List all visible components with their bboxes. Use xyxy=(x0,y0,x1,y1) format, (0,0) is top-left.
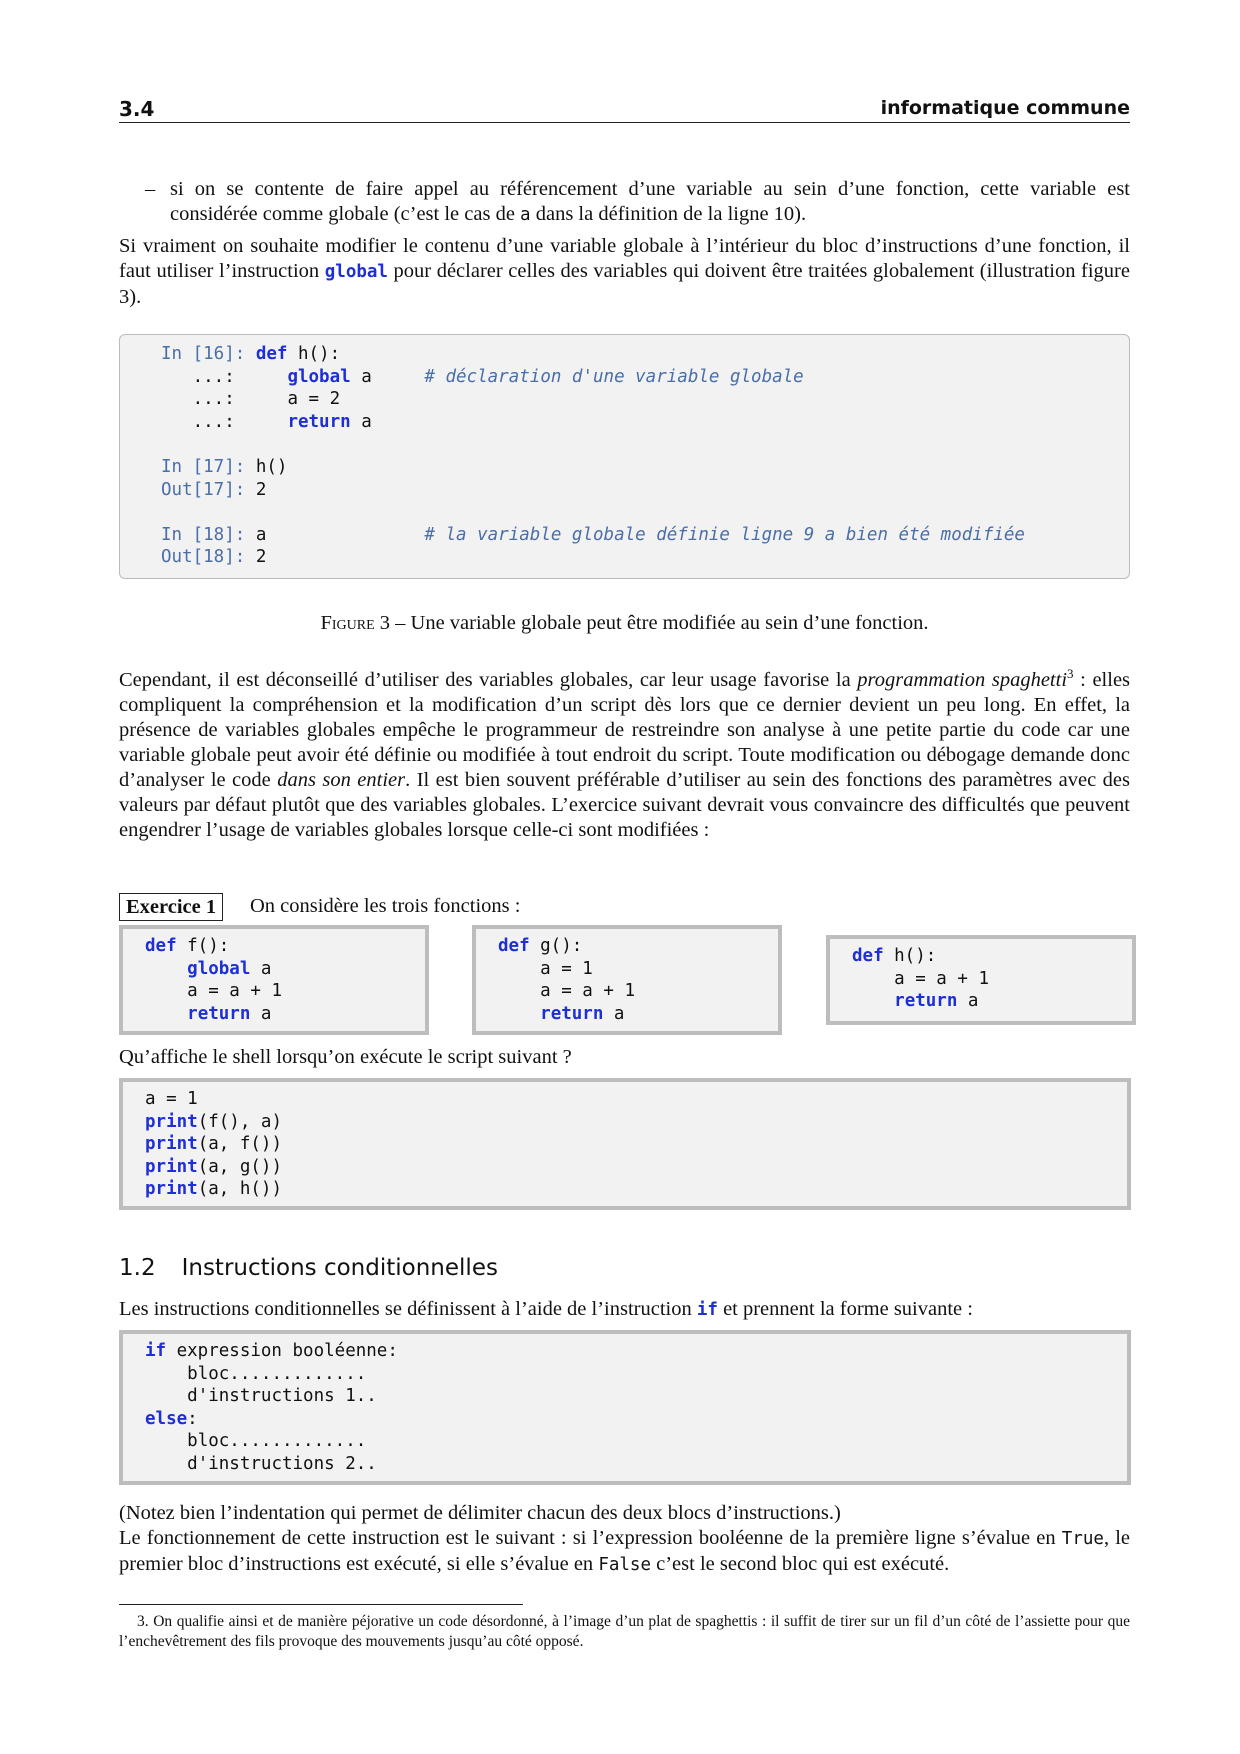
code-line: if expression booléenne: xyxy=(145,1341,398,1361)
code-comment: # la variable globale définie ligne 9 a bien été modifiée xyxy=(424,524,1025,545)
code-line: global a xyxy=(187,958,272,979)
code-line: a = a + 1 xyxy=(894,968,989,989)
exercise-question: Qu’affiche le shell lorsqu’on exécute le script suivant ? xyxy=(119,1046,572,1068)
code-block-h xyxy=(826,935,1136,1025)
code-line: In [18]: a # la variable globale définie ligne 9 a bien été modifiée xyxy=(161,524,1025,545)
bullet-line-1: si on se contente de faire appel au référencement d’une variable au sein d’une fonction, cette variable est xyxy=(170,178,1130,200)
section-heading xyxy=(119,1255,498,1281)
code-line: a = 1 xyxy=(540,958,593,979)
header-title: informatique commune xyxy=(880,97,1130,119)
inline-code-if: if xyxy=(696,1300,718,1320)
code-block-g xyxy=(472,925,782,1035)
code-line: In [17]: h() xyxy=(161,456,288,477)
code-line: bloc............. xyxy=(187,1363,367,1384)
emphasis-dans-son-entier: dans son entier xyxy=(277,768,406,791)
code-line: print(a, h()) xyxy=(145,1179,282,1200)
figure-label: Figure xyxy=(320,612,375,634)
code-line: In [16]: def h(): xyxy=(161,344,341,364)
footnote xyxy=(119,1612,1130,1652)
emphasis-programmation-spaghetti: programmation spaghetti xyxy=(857,668,1068,691)
code-line: d'instructions 2.. xyxy=(187,1453,377,1474)
code-line-blank xyxy=(161,501,1025,524)
code-block-script xyxy=(119,1078,1131,1210)
code-line: ...: return a xyxy=(161,411,372,432)
footnote-number: 3. xyxy=(137,1613,149,1630)
code-line: bloc............. xyxy=(187,1431,367,1452)
inline-code-a: a xyxy=(520,205,531,225)
inline-code-true: True xyxy=(1061,1529,1104,1549)
figure3-code-block xyxy=(119,334,1130,579)
code-line: def g(): xyxy=(498,936,583,956)
exercise-label: Exercice 1 xyxy=(119,893,223,921)
inline-code-global: global xyxy=(324,262,388,282)
header-section-number: 3.4 xyxy=(119,97,155,121)
code-line: return a xyxy=(187,1003,272,1024)
inline-code-false: False xyxy=(598,1555,651,1575)
header-rule xyxy=(119,122,1130,123)
code-block-f xyxy=(119,925,429,1035)
paragraph-if-behaviour: Le fonctionnement de cette instruction est le suivant : si l’expression booléenne de la première ligne s’évalue en True, le premier bloc d’instructions est exécuté, si elle s’évalue en False c’est le second bloc qui est exécuté. xyxy=(119,1527,1130,1575)
exercise-intro: On considère les trois fonctions : xyxy=(250,895,521,917)
code-line: print(a, g()) xyxy=(145,1156,282,1177)
code-line: a = a + 1 xyxy=(187,981,282,1002)
code-line: return a xyxy=(540,1003,625,1024)
section-number: 1.2 xyxy=(119,1255,156,1281)
footnote-marker: 3 xyxy=(1067,666,1074,681)
code-line: print(f(), a) xyxy=(145,1111,282,1132)
code-line: a = a + 1 xyxy=(540,981,635,1002)
code-line: d'instructions 1.. xyxy=(187,1386,377,1407)
bullet-dash: – xyxy=(145,178,156,200)
section-title: Instructions conditionnelles xyxy=(181,1255,498,1281)
code-line: ...: global a # déclaration d'une variable globale xyxy=(161,366,804,387)
code-line: Out[18]: 2 xyxy=(161,547,267,568)
paragraph-spaghetti: Cependant, il est déconseillé d’utiliser des variables globales, car leur usage favorise la programmation spaghetti$^3$ : elles compliquent la compréhension et la modification d’un script dès lors que ce dernier devient un peu long. En effet, la présence de variables globales empêche le programmeur de restreindre son analyse à une petite partie du code car une variable globale peut avoir été définie ou modifiée à tout endroit du script. Toute modification ou débogage demande donc d’analyser le code dans son entier. Il est bien souvent préférable d’utiliser au sein des fonctions des paramètres avec des valeurs par défaut plutôt que des variables globales. L’exercice suivant devrait vous convaincre des difficultés que peuvent engendrer l’usage de variables globales lorsque celle-ci sont modifiées : xyxy=(119,666,1131,841)
code-line: print(a, f()) xyxy=(145,1134,282,1155)
paragraph-if-intro: Les instructions conditionnelles se définissent à l’aide de l’instruction if et prennent la forme suivante : xyxy=(119,1298,973,1320)
code-line: return a xyxy=(894,991,979,1012)
code-block-if-else xyxy=(119,1330,1131,1485)
code-line: else: xyxy=(145,1408,198,1429)
code-line: ...: a = 2 xyxy=(161,389,341,410)
code-line: Out[17]: 2 xyxy=(161,479,267,500)
bullet-line-2: considérée comme globale (c’est le cas de a dans la définition de la ligne 10). xyxy=(170,203,807,225)
code-line-blank xyxy=(161,433,1025,456)
paragraph-global-instruction: Si vraiment on souhaite modifier le contenu d’une variable globale à l’intérieur du bloc d’instructions d’une fonction, il faut utiliser l’instruction global pour déclarer celles des variables qui doivent être traitées globalement (illustration figure 3). xyxy=(119,235,1130,308)
figure3-caption: Figure 3 – Une variable globale peut être modifiée au sein d’une fonction. xyxy=(320,612,929,634)
code-line: a = 1 xyxy=(145,1089,198,1109)
code-line: def h(): xyxy=(852,946,937,966)
bullet-text xyxy=(170,177,1130,228)
code-comment: # déclaration d'une variable globale xyxy=(424,366,804,387)
code-line: def f(): xyxy=(145,936,230,956)
paragraph-indentation-note: (Notez bien l’indentation qui permet de délimiter chacun des deux blocs d’instructions.) xyxy=(119,1502,841,1524)
footnote-text: On qualifie ainsi et de manière péjorative un code désordonné, à l’image d’un plat de spaghettis : il suffit de tirer sur un fil d’un côté de l’assiette pour que l’enchevêtrement des fils provoque des mouvements jusqu’au côté opposé. xyxy=(119,1613,1130,1650)
footnote-rule xyxy=(119,1604,523,1605)
